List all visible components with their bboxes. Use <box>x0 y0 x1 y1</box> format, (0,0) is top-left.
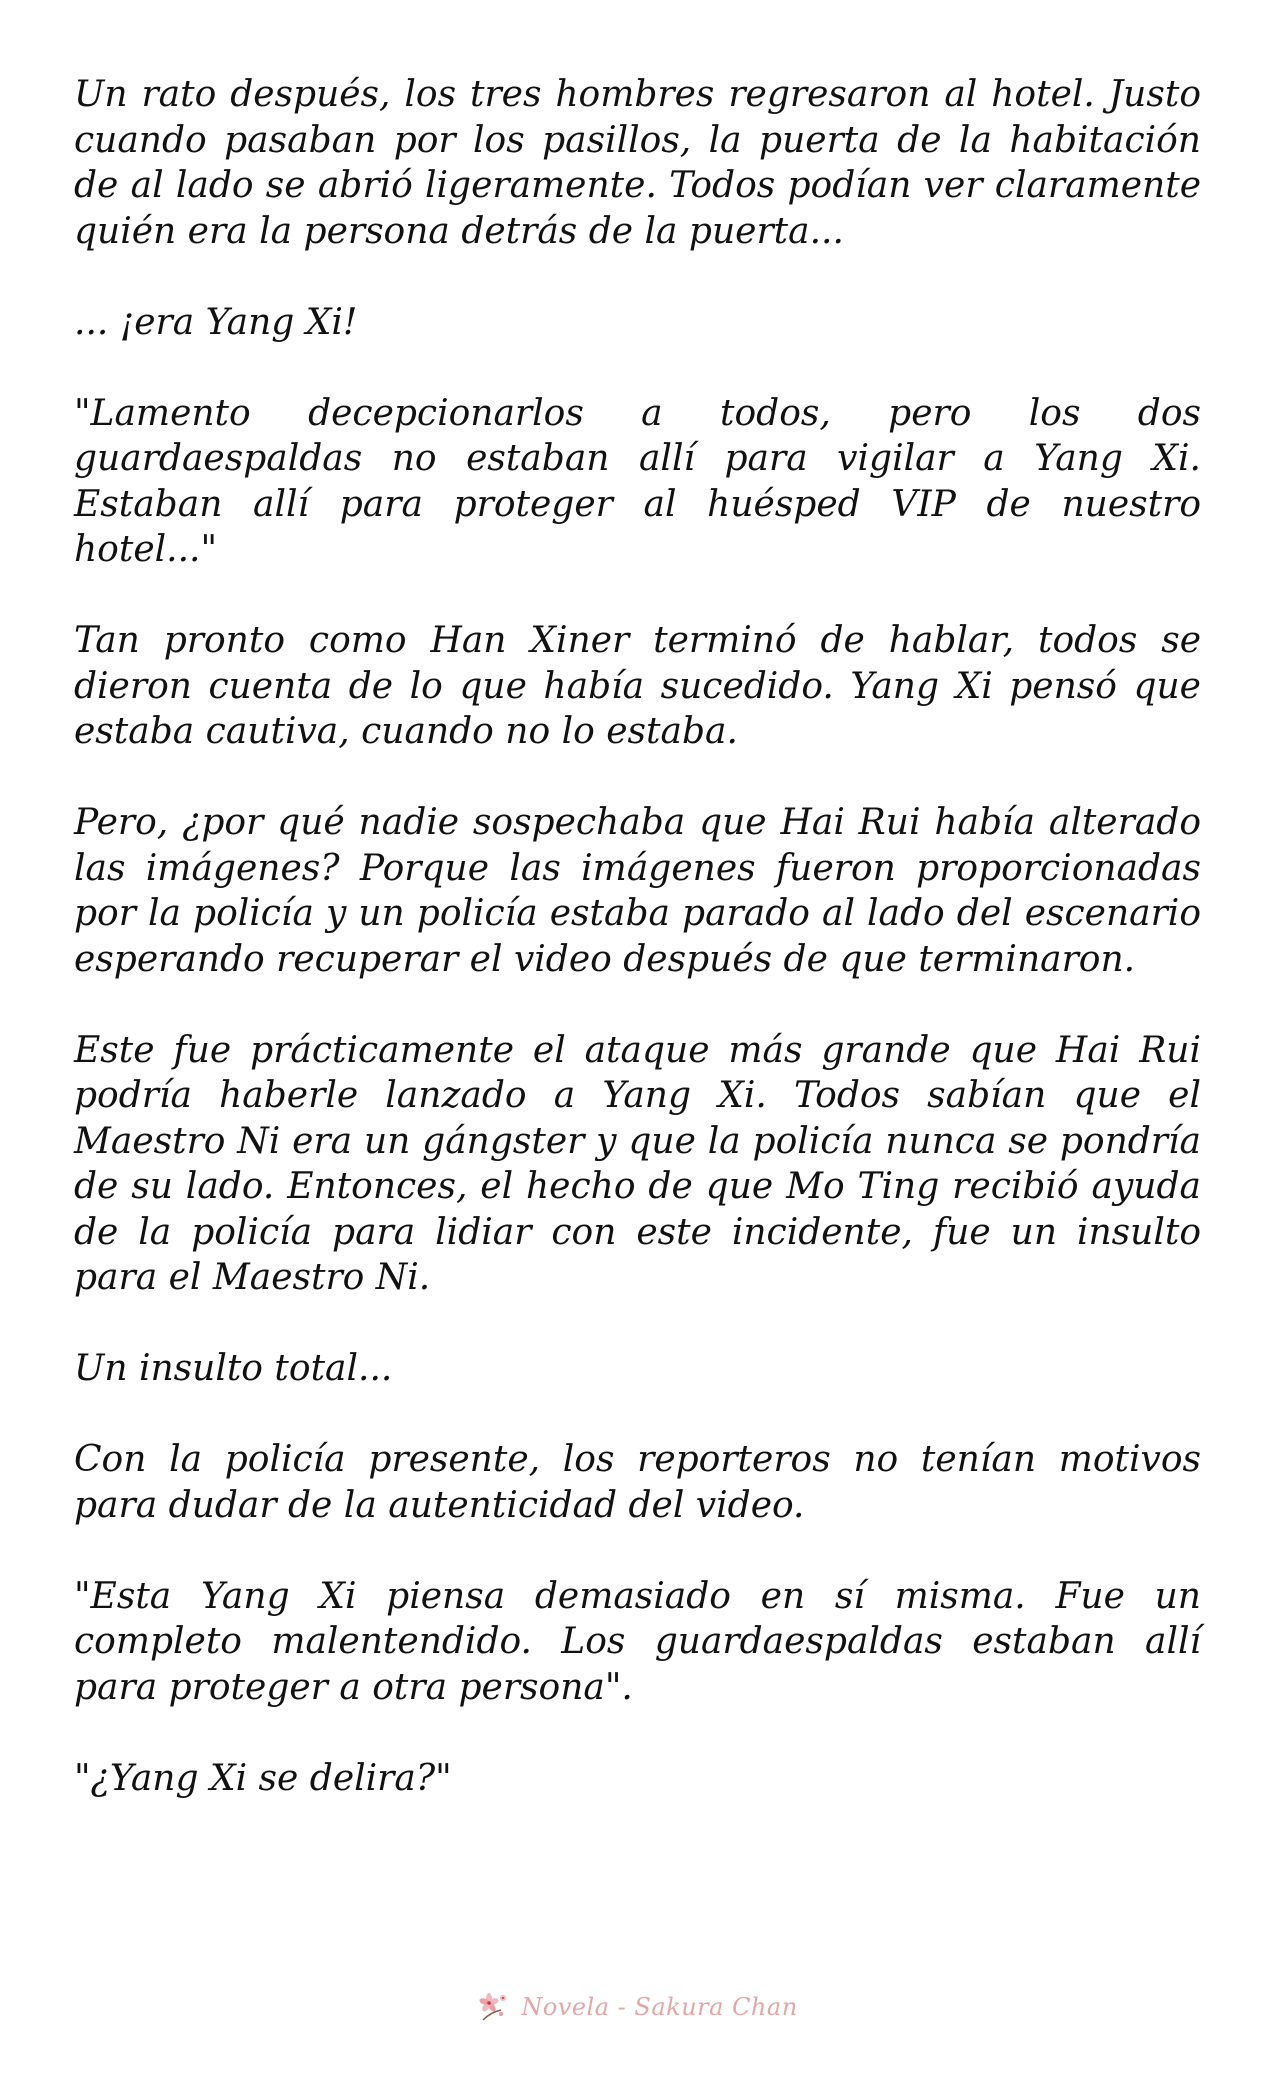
paragraph: Este fue prácticamente el ataque más grande que Hai Rui podría haberle lanzado a Yang Xi. Todos sabían que el Maestro Ni era un gángster y que la policía nunca se pondría de su lado. Entonces, el hecho de que Mo Ting recibió ayuda de la policía para lidiar con este incidente, fue un insulto para el Maestro Ni. <box>74 1029 1201 1298</box>
paragraph: "Esta Yang Xi piensa demasiado en sí misma. Fue un completo malentendido. Los guardaespaldas estaban allí para proteger a otra persona". <box>74 1575 1201 1708</box>
paragraph: Pero, ¿por qué nadie sospechaba que Hai Rui había alterado las imágenes? Porque las imágenes fueron proporcionadas por la policía y un policía estaba parado al lado del escenario esperando recuperar el video después de que terminaron. <box>74 802 1201 980</box>
footer-watermark <box>0 1990 1275 2024</box>
paragraph: Con la policía presente, los reporteros no tenían motivos para dudar de la autenticidad del video. <box>74 1439 1201 1526</box>
sakura-blossom-icon <box>477 1990 511 2024</box>
footer-text: Novela - Sakura Chan <box>521 1993 798 2021</box>
paragraph: "¿Yang Xi se delira?" <box>74 1757 452 1799</box>
paragraph: Tan pronto como Han Xiner terminó de hablar, todos se dieron cuenta de lo que había sucedido. Yang Xi pensó que estaba cautiva, cuando no lo estaba. <box>74 620 1201 752</box>
paragraph: Un insulto total... <box>74 1348 393 1389</box>
paragraph: "Lamento decepcionarlos a todos, pero los dos guardaespaldas no estaban allí para vigilar a Yang Xi. Estaban allí para proteger al huésped VIP de nuestro hotel..." <box>74 392 1201 570</box>
document-body <box>74 72 1201 1847</box>
paragraph: ... ¡era Yang Xi! <box>74 301 358 343</box>
paragraph: Un rato después, los tres hombres regresaron al hotel. Justo cuando pasaban por los pasillos, la puerta de la habitación de al lado se abrió ligeramente. Todos podían ver claramente quién era la persona detrás de la puerta... <box>74 74 1201 252</box>
